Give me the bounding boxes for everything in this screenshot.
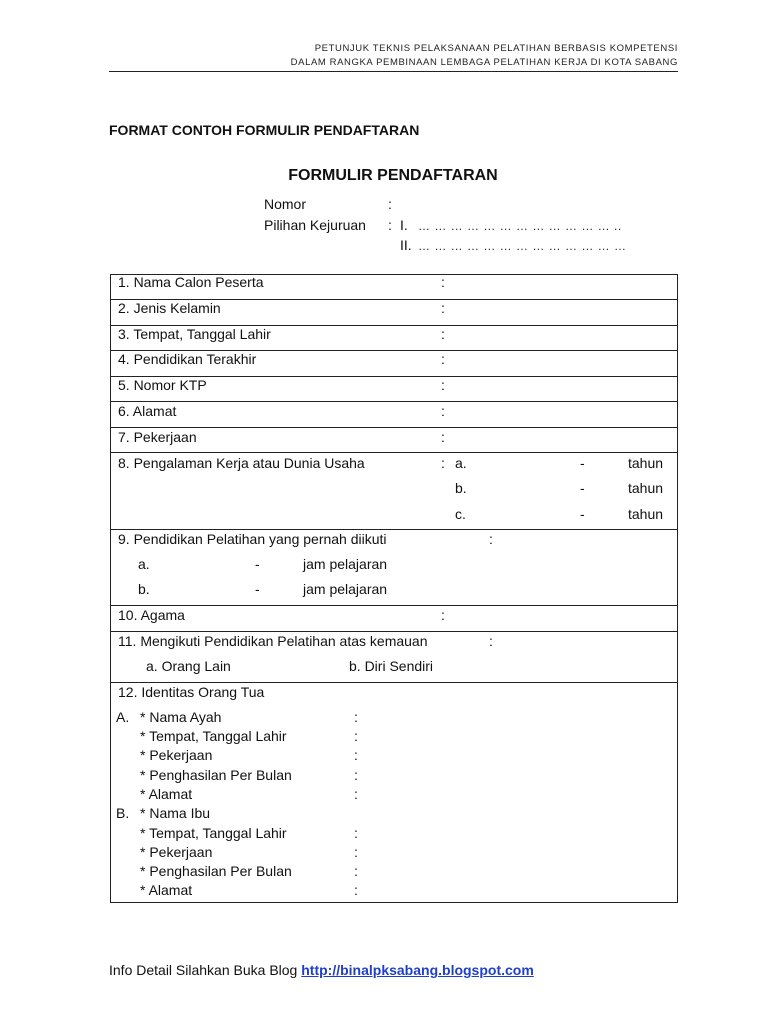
- field-agama: 10. Agama: [118, 607, 185, 623]
- father-name-label: * Nama Ayah: [140, 709, 222, 725]
- section-title: FORMAT CONTOH FORMULIR PENDAFTARAN: [109, 122, 420, 138]
- pilihan-option-1: I.: [400, 217, 408, 233]
- experience-dash: -: [580, 480, 585, 496]
- field-colon: :: [354, 863, 358, 879]
- pilihan-option-2: II.: [400, 237, 412, 253]
- field-colon: :: [441, 326, 445, 342]
- field-colon: :: [354, 709, 358, 725]
- field-jenis-kelamin: 2. Jenis Kelamin: [118, 300, 221, 316]
- experience-b: b.: [455, 480, 467, 496]
- field-kemauan: 11. Mengikuti Pendidikan Pelatihan atas kemauan: [118, 633, 428, 649]
- training-dash: -: [255, 581, 260, 597]
- field-colon: :: [441, 403, 445, 419]
- field-colon: :: [354, 882, 358, 898]
- mother-job-label: * Pekerjaan: [140, 844, 213, 860]
- field-colon: :: [441, 455, 445, 471]
- experience-tahun: tahun: [628, 455, 664, 471]
- field-nama-calon-peserta: 1. Nama Calon Peserta: [118, 274, 264, 290]
- doc-header-line-2: DALAM RANGKA PEMBINAAN LEMBAGA PELATIHAN KERJA DI KOTA SABANG: [290, 57, 678, 68]
- field-colon: :: [441, 429, 445, 445]
- field-alamat: 6. Alamat: [118, 403, 177, 419]
- field-colon: :: [441, 607, 445, 623]
- field-colon: :: [354, 767, 358, 783]
- father-section-prefix: A.: [116, 709, 130, 725]
- field-colon: :: [441, 351, 445, 367]
- row-divider: [110, 427, 678, 428]
- mother-income-label: * Penghasilan Per Bulan: [140, 863, 292, 879]
- field-colon: :: [354, 747, 358, 763]
- row-divider: [110, 605, 678, 606]
- row-divider: [110, 529, 678, 530]
- field-colon: :: [354, 728, 358, 744]
- field-colon: :: [441, 300, 445, 316]
- training-dash: -: [255, 556, 260, 572]
- pilihan-option-1-dots: … … … … … … … … … … … … ..: [418, 219, 622, 233]
- option-orang-lain: a. Orang Lain: [146, 658, 231, 674]
- field-tempat-tanggal-lahir: 3. Tempat, Tanggal Lahir: [118, 326, 271, 342]
- form-title: FORMULIR PENDAFTARAN: [288, 167, 498, 184]
- doc-header-line-1: PETUNJUK TEKNIS PELAKSANAAN PELATIHAN BERBASIS KOMPETENSI: [314, 43, 678, 54]
- training-jam-pelajaran: jam pelajaran: [303, 581, 388, 597]
- footer: [109, 962, 534, 978]
- option-diri-sendiri: b. Diri Sendiri: [349, 658, 434, 674]
- footer-text: Info Detail Silahkan Buka Blog: [109, 962, 298, 978]
- experience-tahun: tahun: [628, 506, 664, 522]
- row-divider: [110, 452, 678, 453]
- row-divider: [110, 631, 678, 632]
- pilihan-option-2-dots: … … … … … … … … … … … … …: [418, 239, 627, 253]
- field-identitas-orang-tua: 12. Identitas Orang Tua: [118, 684, 265, 700]
- nomor-label: Nomor: [264, 196, 307, 212]
- pilihan-colon: :: [388, 217, 392, 233]
- training-b: b.: [138, 581, 150, 597]
- row-divider: [110, 401, 678, 402]
- mother-name-label: * Nama Ibu: [140, 805, 211, 821]
- training-a: a.: [138, 556, 150, 572]
- field-pendidikan-pelatihan: 9. Pendidikan Pelatihan yang pernah diikuti: [118, 531, 387, 547]
- field-colon: :: [354, 786, 358, 802]
- experience-c: c.: [455, 506, 466, 522]
- father-birth-label: * Tempat, Tanggal Lahir: [140, 728, 287, 744]
- field-colon: :: [489, 531, 493, 547]
- field-pengalaman-kerja: 8. Pengalaman Kerja atau Dunia Usaha: [118, 455, 365, 471]
- field-colon: :: [441, 274, 445, 290]
- field-colon: :: [354, 844, 358, 860]
- blog-link[interactable]: http://binalpksabang.blogspot.com: [301, 962, 534, 978]
- experience-a: a.: [455, 455, 467, 471]
- field-colon: :: [489, 633, 493, 649]
- row-divider: [110, 682, 678, 683]
- experience-tahun: tahun: [628, 480, 664, 496]
- father-job-label: * Pekerjaan: [140, 747, 213, 763]
- field-nomor-ktp: 5. Nomor KTP: [118, 377, 207, 393]
- training-jam-pelajaran: jam pelajaran: [303, 556, 388, 572]
- experience-dash: -: [580, 455, 585, 471]
- nomor-colon: :: [388, 196, 392, 212]
- father-address-label: * Alamat: [140, 786, 193, 802]
- experience-dash: -: [580, 506, 585, 522]
- field-pekerjaan: 7. Pekerjaan: [118, 429, 197, 445]
- header-rule: [109, 71, 678, 72]
- mother-address-label: * Alamat: [140, 882, 193, 898]
- field-colon: :: [441, 377, 445, 393]
- field-colon: :: [354, 825, 358, 841]
- mother-section-prefix: B.: [116, 805, 130, 821]
- pilihan-kejuruan-label: Pilihan Kejuruan: [264, 217, 366, 233]
- mother-birth-label: * Tempat, Tanggal Lahir: [140, 825, 287, 841]
- father-income-label: * Penghasilan Per Bulan: [140, 767, 292, 783]
- field-pendidikan-terakhir: 4. Pendidikan Terakhir: [118, 351, 257, 367]
